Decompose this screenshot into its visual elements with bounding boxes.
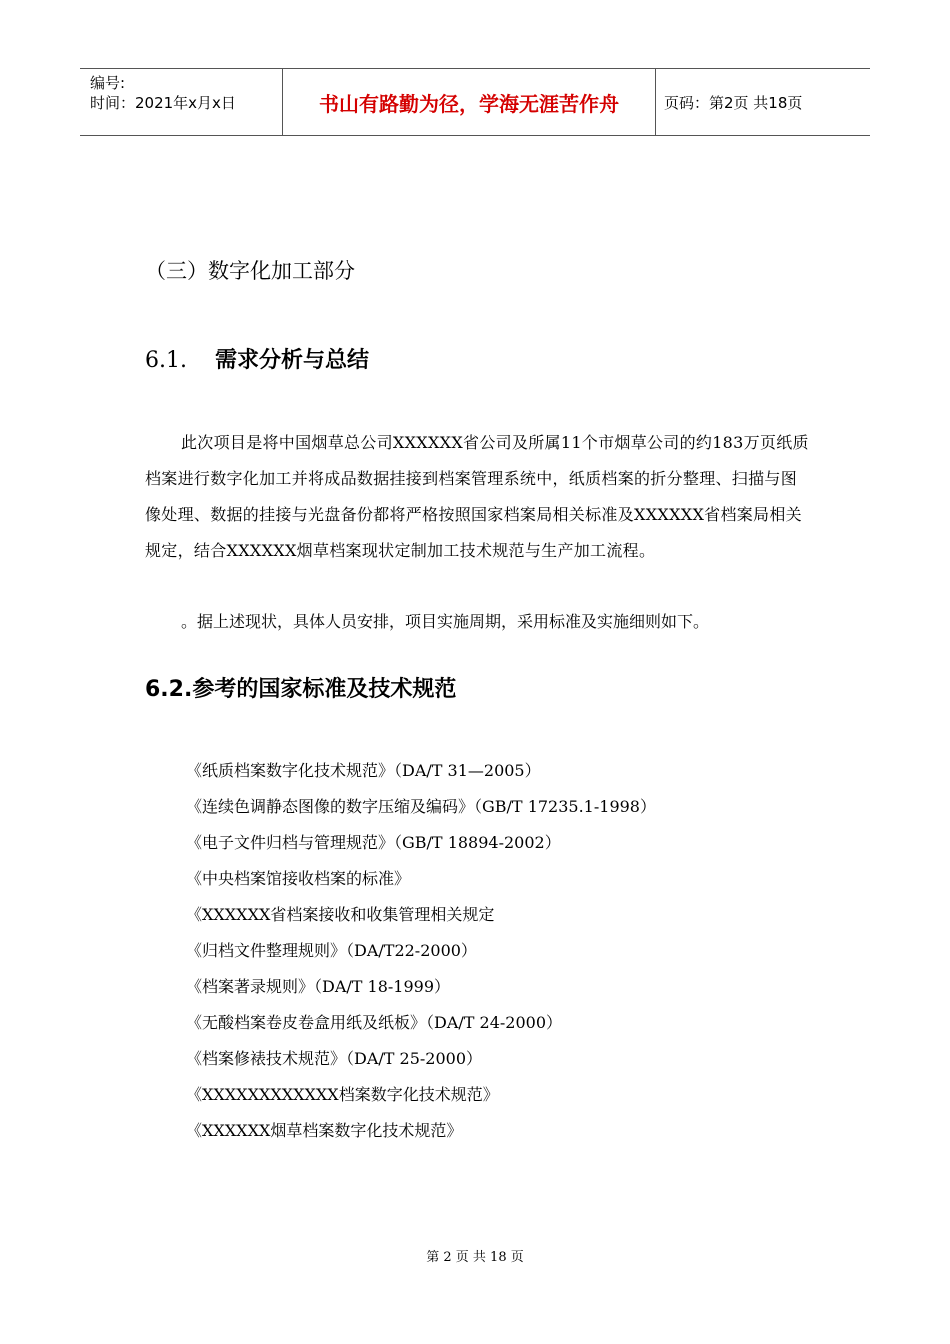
section-title: （三）数字化加工部分	[145, 259, 355, 283]
header-page-code: 页码：第2页 共18页	[664, 93, 803, 112]
header-number-label: 编号:	[90, 74, 126, 92]
list-item: 《电子文件归档与管理规范》（GB/T 18894-2002）	[186, 833, 561, 852]
requirements-paragraph: 此次项目是将中国烟草总公司XXXXXX省公司及所属11个市烟草公司的约183万页纸质档案进行数字化加工并将成品数据挂接到档案管理系统中，纸质档案的折分整理、扫描与图像处理、数据的挂接与光盘备份都将严格按照国家档案局相关标准及XXXXXX省档案局相关规定，结合XXXXXX烟草档案现状定制加工技术规范与生产加工流程。	[145, 433, 809, 560]
list-item: 《档案著录规则》（DA/T 18-1999）	[186, 977, 451, 996]
list-item: 《XXXXXX烟草档案数字化技术规范》	[186, 1121, 463, 1140]
heading-6-1	[145, 343, 369, 374]
heading-6-1-number: 6.1.	[145, 348, 187, 373]
list-item: 《纸质档案数字化技术规范》（DA/T 31—2005）	[186, 761, 541, 780]
summary-paragraph: 。据上述现状，具体人员安排，项目实施周期，采用标准及实施细则如下。	[181, 612, 710, 631]
header-meta	[80, 69, 283, 135]
heading-6-1-title: 需求分析与总结	[214, 348, 369, 373]
list-item: 《XXXXXX省档案接收和收集管理相关规定	[186, 905, 495, 924]
page-footer: 第 2 页 共 18 页	[426, 1250, 524, 1265]
list-item: 《档案修裱技术规范》（DA/T 25-2000）	[186, 1049, 483, 1068]
header-time-label: 时间：2021年x月x日	[90, 94, 236, 112]
standards-list	[186, 753, 656, 1149]
heading-6-2: 6.2.参考的国家标准及技术规范	[145, 677, 457, 702]
list-item: 《连续色调静态图像的数字压缩及编码》（GB/T 17235.1-1998）	[186, 797, 656, 816]
page-header	[80, 68, 870, 136]
list-item: 《归档文件整理规则》（DA/T22-2000）	[186, 941, 477, 960]
list-item: 《XXXXXXXXXXXX档案数字化技术规范》	[186, 1085, 499, 1104]
list-item: 《无酸档案卷皮卷盒用纸及纸板》（DA/T 24-2000）	[186, 1013, 563, 1032]
list-item: 《中央档案馆接收档案的标准》	[186, 869, 411, 888]
header-motto: 书山有路勤为径，学海无涯苦作舟	[283, 69, 656, 135]
